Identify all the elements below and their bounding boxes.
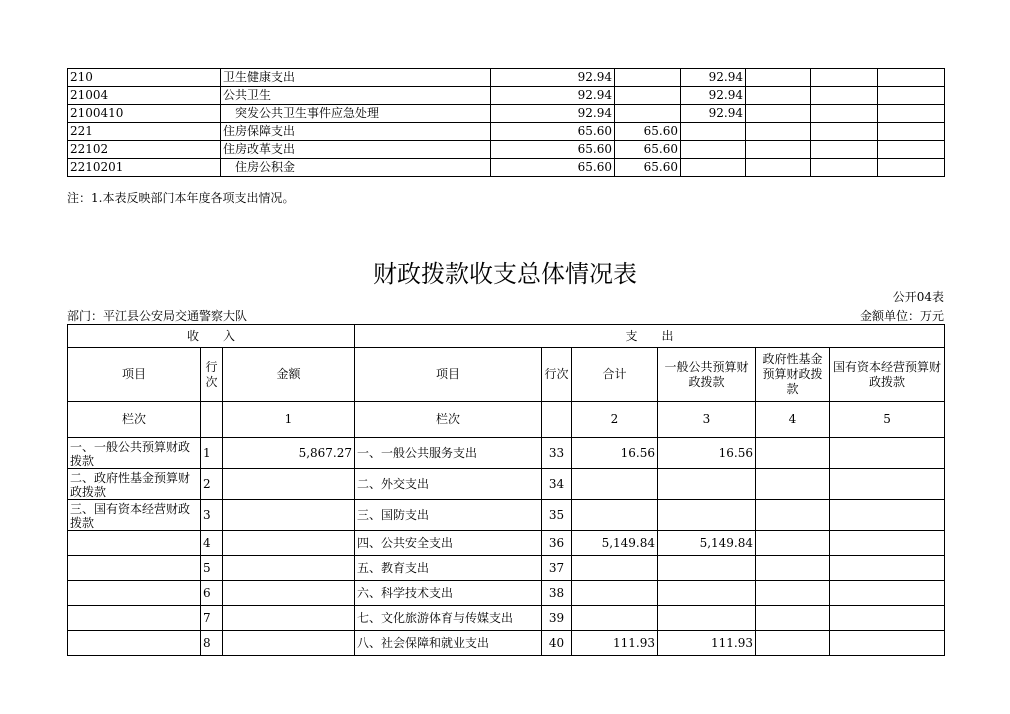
table-row <box>68 69 945 87</box>
income-header: 收 入 <box>68 325 355 348</box>
subject-name: 卫生健康支出 <box>221 69 491 87</box>
income-amount <box>223 556 355 581</box>
col-index-a: 栏次 <box>68 402 201 438</box>
total-amount <box>572 556 658 581</box>
income-item <box>68 531 201 556</box>
subject-name: 突发公共卫生事件应急处理 <box>221 105 491 123</box>
subject-name: 住房公积金 <box>221 159 491 177</box>
project-amount: 92.94 <box>681 69 746 87</box>
income-line-no: 7 <box>201 606 223 631</box>
project-amount: 92.94 <box>681 105 746 123</box>
col-index-3: 3 <box>658 402 756 438</box>
project-amount: 92.94 <box>681 87 746 105</box>
income-item <box>68 581 201 606</box>
empty-cell <box>811 123 878 141</box>
general-amount <box>658 500 756 531</box>
table-row <box>68 531 945 556</box>
project-amount <box>681 141 746 159</box>
state-amount <box>830 606 945 631</box>
expense-item: 七、文化旅游体育与传媒支出 <box>355 606 542 631</box>
state-amount <box>830 581 945 606</box>
total-header: 合计 <box>572 348 658 402</box>
income-item <box>68 556 201 581</box>
table-row <box>68 500 945 531</box>
empty-cell <box>811 87 878 105</box>
income-amount <box>223 581 355 606</box>
empty-cell <box>746 141 811 159</box>
income-amount <box>223 469 355 500</box>
empty-cell <box>878 141 945 159</box>
expense-line-no: 35 <box>542 500 572 531</box>
column-index-row <box>68 402 945 438</box>
total-amount: 92.94 <box>491 87 615 105</box>
expense-header: 支 出 <box>355 325 945 348</box>
general-amount <box>658 606 756 631</box>
income-line-no: 1 <box>201 438 223 469</box>
empty-cell <box>878 69 945 87</box>
table-row <box>68 581 945 606</box>
income-amount-header: 金额 <box>223 348 355 402</box>
income-line-no: 3 <box>201 500 223 531</box>
empty-cell <box>746 69 811 87</box>
subject-code: 22102 <box>68 141 221 159</box>
section-header-row <box>68 325 945 348</box>
basic-amount: 65.60 <box>615 123 681 141</box>
table-row <box>68 123 945 141</box>
table-row <box>68 438 945 469</box>
total-amount: 65.60 <box>491 123 615 141</box>
expense-item: 五、教育支出 <box>355 556 542 581</box>
expense-item: 一、一般公共服务支出 <box>355 438 542 469</box>
general-amount <box>658 581 756 606</box>
fund-amount <box>756 531 830 556</box>
income-amount <box>223 606 355 631</box>
subject-name: 住房保障支出 <box>221 123 491 141</box>
expense-line-no: 33 <box>542 438 572 469</box>
fund-amount <box>756 438 830 469</box>
expense-line-no: 38 <box>542 581 572 606</box>
income-line-no: 5 <box>201 556 223 581</box>
state-amount <box>830 631 945 656</box>
subject-code: 210 <box>68 69 221 87</box>
empty-cell <box>811 141 878 159</box>
empty-cell <box>746 159 811 177</box>
expense-line-no-header: 行次 <box>542 348 572 402</box>
col-index-c: 栏次 <box>355 402 542 438</box>
income-amount <box>223 500 355 531</box>
state-amount <box>830 500 945 531</box>
empty-cell <box>746 87 811 105</box>
basic-amount <box>615 105 681 123</box>
general-budget-header: 一般公共预算财政拨款 <box>658 348 756 402</box>
total-amount <box>572 469 658 500</box>
fund-amount <box>756 469 830 500</box>
basic-amount: 65.60 <box>615 141 681 159</box>
col-index-blank2 <box>542 402 572 438</box>
table-row <box>68 469 945 500</box>
empty-cell <box>811 159 878 177</box>
col-index-blank <box>201 402 223 438</box>
income-item: 二、政府性基金预算财政拨款 <box>68 469 201 500</box>
subject-code: 2100410 <box>68 105 221 123</box>
expense-item: 八、社会保障和就业支出 <box>355 631 542 656</box>
col-index-1: 1 <box>223 402 355 438</box>
col-index-4: 4 <box>756 402 830 438</box>
general-amount: 5,149.84 <box>658 531 756 556</box>
col-index-2: 2 <box>572 402 658 438</box>
table-row <box>68 87 945 105</box>
empty-cell <box>878 159 945 177</box>
amount-unit-label: 金额单位：万元 <box>859 309 944 323</box>
general-amount <box>658 556 756 581</box>
col-index-5: 5 <box>830 402 945 438</box>
expense-item: 二、外交支出 <box>355 469 542 500</box>
fiscal-appropriation-table <box>67 324 945 656</box>
empty-cell <box>878 105 945 123</box>
basic-amount: 65.60 <box>615 159 681 177</box>
expense-item: 三、国防支出 <box>355 500 542 531</box>
income-amount <box>223 631 355 656</box>
table-row <box>68 105 945 123</box>
fund-budget-header: 政府性基金预算财政拨款 <box>756 348 830 402</box>
income-item <box>68 606 201 631</box>
subject-name: 住房改革支出 <box>221 141 491 159</box>
general-amount: 16.56 <box>658 438 756 469</box>
income-amount: 5,867.27 <box>223 438 355 469</box>
table-row <box>68 141 945 159</box>
fund-amount <box>756 581 830 606</box>
table-row <box>68 556 945 581</box>
table-row <box>68 606 945 631</box>
total-amount: 65.60 <box>491 159 615 177</box>
fund-amount <box>756 500 830 531</box>
income-line-no: 2 <box>201 469 223 500</box>
empty-cell <box>746 105 811 123</box>
expense-item: 六、科学技术支出 <box>355 581 542 606</box>
expense-line-no: 40 <box>542 631 572 656</box>
expense-item: 四、公共安全支出 <box>355 531 542 556</box>
expense-detail-table <box>67 68 945 177</box>
income-item: 一、一般公共预算财政拨款 <box>68 438 201 469</box>
general-amount: 111.93 <box>658 631 756 656</box>
total-amount: 16.56 <box>572 438 658 469</box>
expense-line-no: 34 <box>542 469 572 500</box>
basic-amount <box>615 87 681 105</box>
subject-name: 公共卫生 <box>221 87 491 105</box>
subject-code: 221 <box>68 123 221 141</box>
empty-cell <box>811 105 878 123</box>
income-line-no-header: 行次 <box>201 348 223 402</box>
project-amount <box>681 159 746 177</box>
total-amount: 92.94 <box>491 69 615 87</box>
income-item <box>68 631 201 656</box>
table-note: 注：1.本表反映部门本年度各项支出情况。 <box>67 191 295 205</box>
expense-line-no: 39 <box>542 606 572 631</box>
empty-cell <box>878 87 945 105</box>
expense-item-header: 项目 <box>355 348 542 402</box>
income-line-no: 4 <box>201 531 223 556</box>
fund-amount <box>756 606 830 631</box>
total-amount: 92.94 <box>491 105 615 123</box>
table-row <box>68 631 945 656</box>
basic-amount <box>615 69 681 87</box>
total-amount <box>572 500 658 531</box>
table-row <box>68 159 945 177</box>
subject-code: 21004 <box>68 87 221 105</box>
state-amount <box>830 438 945 469</box>
empty-cell <box>811 69 878 87</box>
income-line-no: 8 <box>201 631 223 656</box>
expense-line-no: 37 <box>542 556 572 581</box>
form-code: 公开04表 <box>892 290 944 304</box>
empty-cell <box>746 123 811 141</box>
project-amount <box>681 123 746 141</box>
state-amount <box>830 469 945 500</box>
income-item: 三、国有资本经营财政拨款 <box>68 500 201 531</box>
total-amount <box>572 581 658 606</box>
fund-amount <box>756 631 830 656</box>
state-amount <box>830 531 945 556</box>
general-amount <box>658 469 756 500</box>
total-amount <box>572 606 658 631</box>
expense-line-no: 36 <box>542 531 572 556</box>
department-label: 部门：平江县公安局交通警察大队 <box>67 309 248 323</box>
total-amount: 5,149.84 <box>572 531 658 556</box>
subject-code: 2210201 <box>68 159 221 177</box>
state-capital-header: 国有资本经营预算财政拨款 <box>830 348 945 402</box>
fund-amount <box>756 556 830 581</box>
total-amount: 111.93 <box>572 631 658 656</box>
total-amount: 65.60 <box>491 141 615 159</box>
income-amount <box>223 531 355 556</box>
state-amount <box>830 556 945 581</box>
income-line-no: 6 <box>201 581 223 606</box>
empty-cell <box>878 123 945 141</box>
column-header-row <box>68 348 945 402</box>
page-title: 财政拨款收支总体情况表 <box>373 260 637 288</box>
income-item-header: 项目 <box>68 348 201 402</box>
